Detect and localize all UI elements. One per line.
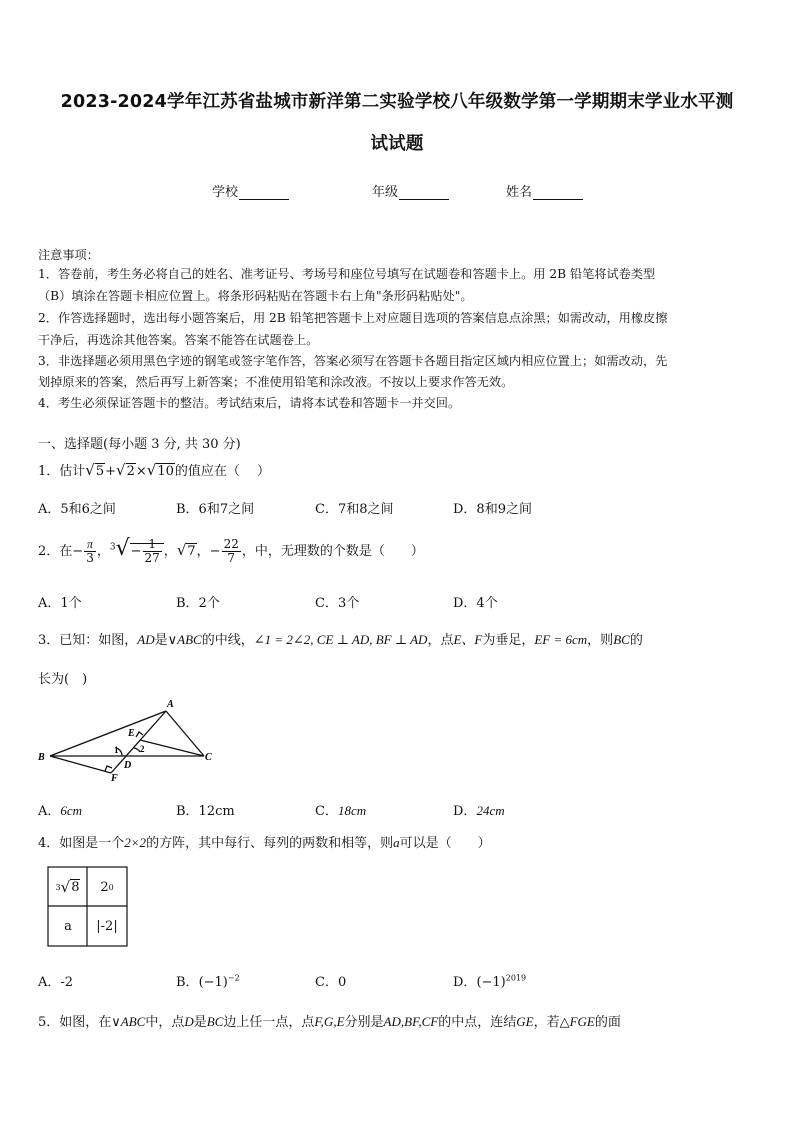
point-f-label: F: [111, 773, 118, 784]
angle-2-label: 2: [140, 744, 145, 754]
q4-matrix-grid: [47, 866, 127, 946]
q4-option-d[interactable]: D．$(-1)^{2019}$: [453, 973, 527, 990]
notice-line: 干净后，再选涂其他答案。答案不能答在试题卷上。: [38, 333, 319, 347]
point-b-label: B: [38, 752, 45, 763]
section1-heading: 一、选择题(每小题 3 分, 共 30 分): [38, 437, 241, 452]
q3-triangle-figure: [36, 696, 226, 784]
notice-line: 2．作答选择题时，选出每小题答案后，用 2B 铅笔把答题卡上对应题目选项的答案信息点涂黑；如需改动，用橡皮擦: [38, 311, 668, 325]
notice-line: 划掉原来的答案，然后再写上新答案；不准使用铅笔和涂改液。不按以上要求作答无效。: [38, 375, 514, 389]
q3-option-a[interactable]: A．6cm: [38, 803, 83, 819]
point-d-label: D: [124, 760, 132, 771]
q3-option-b[interactable]: B．12cm: [176, 804, 235, 819]
question-5-stem: 5．如图，在∨ABC中，点D是BC边上任一点，点F,G,E分别是AD,BF,CF的中点，连结GE，若△FGE的面: [38, 1014, 621, 1030]
q1-option-a[interactable]: A．5和6之间: [38, 502, 116, 517]
q2-option-d[interactable]: D．4个: [453, 596, 498, 611]
q3-option-c[interactable]: C．18cm: [315, 803, 367, 819]
exam-title-line2: 试试题: [370, 134, 424, 154]
q1-option-d[interactable]: D．8和9之间: [453, 502, 532, 517]
grade-blank[interactable]: [399, 185, 449, 200]
question-2-stem: 2．在− $\frac{\pi}{3}$ ，$^3$√− $\frac{1}{27}$ ，√7，− $\frac{22}{7}$ ，中，无理数的个数是（ ）: [38, 536, 424, 565]
name-blank[interactable]: [533, 185, 583, 200]
q3-option-d[interactable]: D．24cm: [453, 803, 505, 819]
point-c-label: C: [205, 752, 212, 763]
q1-option-b[interactable]: B．6和7之间: [176, 502, 255, 517]
q4-option-a[interactable]: A．-2: [38, 975, 74, 990]
grade-field: [372, 181, 449, 200]
question-3-stem-line2: 长为( ): [38, 672, 88, 687]
q2-option-c[interactable]: C．3个: [315, 596, 360, 611]
notice-line: （B）填涂在答题卡相应位置上。将条形码粘贴在答题卡右上角"条形码粘贴处"。: [38, 289, 473, 303]
matrix-cell-top-right: 2 0: [100, 879, 114, 895]
school-field: [212, 181, 289, 200]
school-blank[interactable]: [239, 185, 289, 200]
notice-line: 1．答卷前，考生务必将自己的姓名、准考证号、考场号和座位号填写在试题卷和答题卡上。用 2B 铅笔将试卷类型: [38, 267, 656, 281]
q2-option-b[interactable]: B．2个: [176, 596, 220, 611]
angle-1-label: 1: [114, 745, 119, 755]
point-a-label: A: [167, 699, 174, 710]
point-e-label: E: [128, 728, 135, 739]
matrix-cell-top-left: 3 √ 8: [55, 878, 80, 896]
question-3-stem: 3．已知：如图，AD是∨ABC的中线，∠1 = 2∠2, CE ⊥ AD, BF ⊥ AD，点E、F为垂足，EF = 6cm，则BC的: [38, 632, 643, 648]
matrix-cell-bottom-left: a: [64, 918, 72, 934]
name-field: [506, 181, 583, 200]
matrix-cell-bottom-right: |-2|: [96, 918, 118, 934]
notice-line: 4．考生必须保证答题卡的整洁。考试结束后，请将本试卷和答题卡一并交回。: [38, 396, 461, 410]
q1-option-c[interactable]: C．7和8之间: [315, 502, 394, 517]
question-1-stem: 1．估计√5+√2×√10的值应在（ ）: [38, 461, 271, 479]
question-4-stem: 4．如图是一个2×2的方阵，其中每行、每列的两数和相等，则a可以是（ ）: [38, 835, 491, 851]
notice-line: 3．非选择题必须用黑色字迹的钢笔或签字笔作答，答案必须写在答题卡各题目指定区域内相应位置上；如需改动，先: [38, 354, 668, 368]
school-label: 学校: [212, 185, 239, 200]
q4-option-b[interactable]: B．$(-1)^{-2}$: [176, 973, 240, 990]
notice-heading: 注意事项：: [38, 248, 99, 262]
exam-title-line1: 2023-2024学年江苏省盐城市新洋第二实验学校八年级数学第一学期期末学业水平测: [60, 92, 734, 112]
q2-option-a[interactable]: A．1个: [38, 596, 82, 611]
q4-option-c[interactable]: C．0: [315, 975, 347, 990]
name-label: 姓名: [506, 185, 533, 200]
grade-label: 年级: [372, 185, 399, 200]
